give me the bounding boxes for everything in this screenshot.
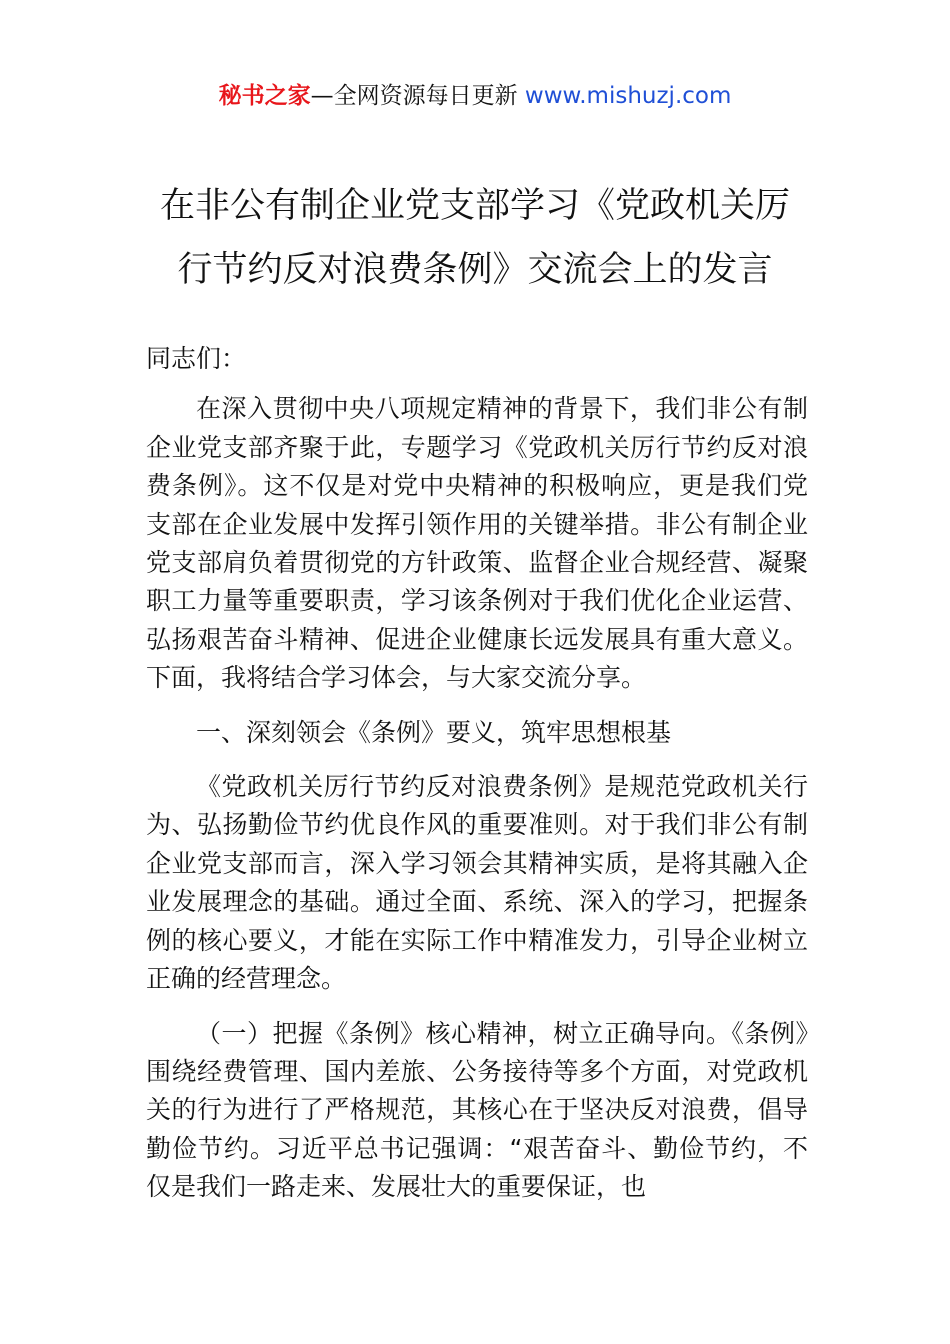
title-line-1: 在非公有制企业党支部学习《党政机关厉 — [159, 186, 790, 226]
title-line-2: 行节约反对浪费条例》交流会上的发言 — [177, 250, 773, 290]
subsection-1-paragraph: （一）把握《条例》核心精神，树立正确导向。《条例》围绕经费管理、国内差旅、公务接待等多个方面，对党政机关的行为进行了严格规范，其核心在于坚决反对浪费，倡导勤俭节约。习近平总书记强调：“艰苦奋斗、勤俭节约，不仅是我们一路走来、发展壮大的重要保证，也 — [146, 1018, 808, 1202]
document-title — [120, 174, 830, 302]
site-header — [0, 80, 950, 112]
intro-paragraph: 在深入贯彻中央八项规定精神的背景下，我们非公有制企业党支部齐聚于此，专题学习《党政机关厉行节约反对浪费条例》。这不仅是对党中央精神的积极响应，更是我们党支部在企业发展中发挥引领作用的关键举措。非公有制企业党支部肩负着贯彻党的方针政策、监督企业合规经营、凝聚职工力量等重要职责，学习该条例对于我们优化企业运营、弘扬艰苦奋斗精神、促进企业健康长远发展具有重大意义。下面，我将结合学习体会，与大家交流分享。 — [146, 394, 808, 693]
brand-name: 秘书之家 — [218, 83, 311, 109]
section-1-heading: 一、深刻领会《条例》要义，筑牢思想根基 — [196, 717, 672, 747]
document-body — [146, 340, 808, 1207]
website-link[interactable]: www.mishuzj.com — [524, 83, 732, 109]
header-tagline: —全网资源每日更新 — [310, 83, 525, 109]
section-1-paragraph: 《党政机关厉行节约反对浪费条例》是规范党政机关行为、弘扬勤俭节约优良作风的重要准则。对于我们非公有制企业党支部而言，深入学习领会其精神实质，是将其融入企业发展理念的基础。通过全面、系统、深入的学习，把握条例的核心要义，才能在实际工作中精准发力，引导企业树立正确的经营理念。 — [146, 772, 808, 994]
salutation: 同志们： — [146, 344, 247, 373]
